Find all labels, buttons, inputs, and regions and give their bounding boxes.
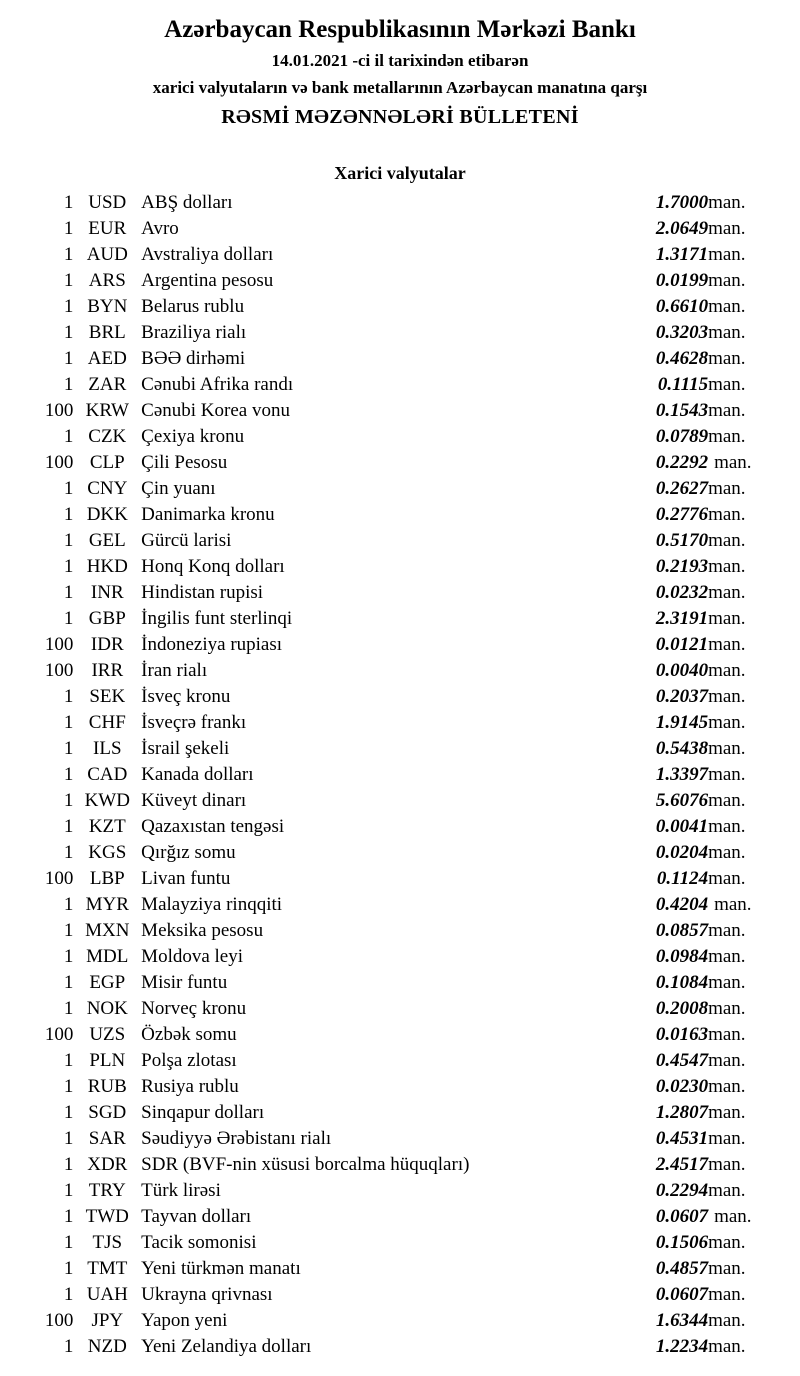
currency-name: Səudiyyə Ərəbistanı rialı xyxy=(141,1127,332,1149)
currency-rate: 0.0607 xyxy=(655,1205,709,1227)
currency-name: Polşa zlotası xyxy=(141,1049,237,1071)
currency-code: MDL xyxy=(86,945,129,967)
table-row xyxy=(20,762,780,788)
currency-name: Braziliya rialı xyxy=(141,321,247,343)
table-row xyxy=(20,710,780,736)
currency-rate: 0.4628 xyxy=(655,347,709,369)
currency-quantity: 1 xyxy=(63,815,74,837)
table-row xyxy=(20,970,780,996)
effective-date-line: 14.01.2021 -ci il tarixindən etibarən xyxy=(271,50,529,70)
table-row xyxy=(20,684,780,710)
table-row xyxy=(20,346,780,372)
currency-quantity: 100 xyxy=(44,659,74,681)
currency-unit-label: man. xyxy=(708,1049,746,1071)
currency-unit-label: man. xyxy=(708,1257,746,1279)
table-row xyxy=(20,606,780,632)
currency-quantity: 100 xyxy=(44,633,74,655)
currency-code: GBP xyxy=(88,607,126,629)
currency-quantity: 1 xyxy=(63,1335,74,1357)
currency-rate: 0.5438 xyxy=(655,737,709,759)
currency-rate: 0.0040 xyxy=(655,659,709,681)
currency-code: CHF xyxy=(88,711,126,733)
currency-rate: 0.0041 xyxy=(655,815,709,837)
currency-quantity: 1 xyxy=(63,243,74,265)
currency-name: Sinqapur dolları xyxy=(141,1101,265,1123)
table-row xyxy=(20,996,780,1022)
currency-unit-label: man. xyxy=(708,1127,746,1149)
currency-unit-label: man. xyxy=(708,1335,746,1357)
currency-quantity: 1 xyxy=(63,321,74,343)
currency-code: JPY xyxy=(91,1309,124,1331)
currency-quantity: 1 xyxy=(63,997,74,1019)
currency-code: BYN xyxy=(87,295,128,317)
table-row xyxy=(20,320,780,346)
currency-unit-label: man. xyxy=(708,945,746,967)
table-row xyxy=(20,502,780,528)
currency-code: MYR xyxy=(85,893,129,915)
currency-quantity: 100 xyxy=(44,451,74,473)
currency-name: Meksika pesosu xyxy=(141,919,264,941)
currency-unit-label: man. xyxy=(714,893,752,915)
table-row xyxy=(20,840,780,866)
currency-unit-label: man. xyxy=(708,997,746,1019)
table-row xyxy=(20,242,780,268)
currency-name: Avro xyxy=(141,217,179,239)
currency-rate: 0.1124 xyxy=(656,867,709,889)
currency-quantity: 1 xyxy=(63,529,74,551)
currency-name: Qırğız somu xyxy=(141,841,236,863)
currency-name: İsveçrə frankı xyxy=(141,711,247,733)
table-row xyxy=(20,736,780,762)
currency-unit-label: man. xyxy=(708,1309,746,1331)
currency-unit-label: man. xyxy=(708,555,746,577)
table-row xyxy=(20,190,780,216)
currency-rate: 0.2193 xyxy=(655,555,709,577)
currency-name: Danimarka kronu xyxy=(141,503,275,525)
table-row xyxy=(20,476,780,502)
currency-rate: 1.6344 xyxy=(655,1309,709,1331)
currency-unit-label: man. xyxy=(708,243,746,265)
table-row xyxy=(20,1048,780,1074)
currency-rate: 0.1115 xyxy=(657,373,709,395)
currency-unit-label: man. xyxy=(708,529,746,551)
currency-quantity: 1 xyxy=(63,581,74,603)
currency-quantity: 1 xyxy=(63,425,74,447)
table-row xyxy=(20,1308,780,1334)
currency-unit-label: man. xyxy=(708,763,746,785)
currency-quantity: 1 xyxy=(63,893,74,915)
currency-rate: 0.1506 xyxy=(655,1231,709,1253)
table-row xyxy=(20,268,780,294)
currency-rate: 1.2807 xyxy=(655,1101,709,1123)
currency-rate: 0.1543 xyxy=(655,399,709,421)
currency-unit-label: man. xyxy=(708,373,746,395)
currency-unit-label: man. xyxy=(708,867,746,889)
currency-code: CAD xyxy=(87,763,128,785)
currency-name: İsrail şekeli xyxy=(141,737,230,759)
currency-quantity: 1 xyxy=(63,503,74,525)
currency-code: TJS xyxy=(92,1231,123,1253)
currency-unit-label: man. xyxy=(708,685,746,707)
currency-code: RUB xyxy=(87,1075,127,1097)
table-row xyxy=(20,1256,780,1282)
currency-code: BRL xyxy=(88,321,126,343)
currency-rate: 0.0199 xyxy=(655,269,709,291)
currency-rate: 0.0984 xyxy=(655,945,709,967)
currency-rate: 2.4517 xyxy=(655,1153,709,1175)
table-row xyxy=(20,866,780,892)
currency-unit-label: man. xyxy=(708,607,746,629)
currency-name: ABŞ dolları xyxy=(141,191,233,213)
currency-quantity: 1 xyxy=(63,1153,74,1175)
currency-rate: 0.4857 xyxy=(655,1257,709,1279)
currency-code: CZK xyxy=(88,425,127,447)
currency-name: SDR (BVF-nin xüsusi borcalma hüquqları) xyxy=(141,1153,470,1175)
currency-code: IRR xyxy=(91,659,124,681)
table-row xyxy=(20,944,780,970)
currency-rate: 0.2292 xyxy=(655,451,709,473)
currency-quantity: 1 xyxy=(63,1075,74,1097)
currency-rate: 0.1084 xyxy=(655,971,709,993)
table-row xyxy=(20,1204,780,1230)
currency-name: Belarus rublu xyxy=(141,295,245,317)
currency-quantity: 1 xyxy=(63,711,74,733)
currency-rate: 1.2234 xyxy=(655,1335,709,1357)
currency-quantity: 1 xyxy=(63,763,74,785)
currency-unit-label: man. xyxy=(708,659,746,681)
currency-quantity: 1 xyxy=(63,269,74,291)
table-row xyxy=(20,372,780,398)
currency-name: İndoneziya rupiası xyxy=(141,633,283,655)
currency-unit-label: man. xyxy=(708,815,746,837)
currency-code: LBP xyxy=(89,867,125,889)
currency-unit-label: man. xyxy=(708,1101,746,1123)
currency-code: AUD xyxy=(86,243,128,265)
currency-code: KZT xyxy=(88,815,126,837)
table-row xyxy=(20,892,780,918)
currency-quantity: 1 xyxy=(63,217,74,239)
currency-name: İran rialı xyxy=(141,659,208,681)
currency-code: TWD xyxy=(85,1205,129,1227)
currency-rate: 0.6610 xyxy=(655,295,709,317)
currency-rate: 0.2776 xyxy=(655,503,709,525)
currency-unit-label: man. xyxy=(708,503,746,525)
currency-rate: 0.0232 xyxy=(655,581,709,603)
currency-code: SGD xyxy=(88,1101,127,1123)
currency-quantity: 100 xyxy=(44,399,74,421)
currency-rate: 0.2627 xyxy=(655,477,709,499)
currency-quantity: 1 xyxy=(63,1127,74,1149)
currency-name: Yeni türkmən manatı xyxy=(141,1257,301,1279)
currency-quantity: 100 xyxy=(44,1023,74,1045)
table-row xyxy=(20,1334,780,1360)
currency-code: TRY xyxy=(88,1179,126,1201)
currency-name: Gürcü larisi xyxy=(141,529,232,551)
currency-quantity: 1 xyxy=(63,477,74,499)
currency-unit-label: man. xyxy=(708,737,746,759)
currency-quantity: 1 xyxy=(63,685,74,707)
currency-rate: 0.0789 xyxy=(655,425,709,447)
currency-code: HKD xyxy=(86,555,128,577)
currency-code: EUR xyxy=(88,217,127,239)
currency-rate: 0.4204 xyxy=(655,893,709,915)
currency-name: İngilis funt sterlinqi xyxy=(141,607,293,629)
currency-name: Yeni Zelandiya dolları xyxy=(141,1335,312,1357)
currency-unit-label: man. xyxy=(708,971,746,993)
currency-quantity: 1 xyxy=(63,789,74,811)
currency-code: CNY xyxy=(87,477,128,499)
currency-unit-label: man. xyxy=(708,399,746,421)
currency-code: UAH xyxy=(86,1283,128,1305)
currency-unit-label: man. xyxy=(708,633,746,655)
currency-rate: 0.0230 xyxy=(655,1075,709,1097)
currency-name: Tayvan dolları xyxy=(141,1205,252,1227)
currency-quantity: 1 xyxy=(63,373,74,395)
currency-unit-label: man. xyxy=(708,919,746,941)
currency-unit-label: man. xyxy=(708,1153,746,1175)
currency-code: ZAR xyxy=(88,373,127,395)
currency-unit-label: man. xyxy=(708,217,746,239)
currency-code: EGP xyxy=(89,971,126,993)
currency-rate: 0.2008 xyxy=(655,997,709,1019)
currency-rate: 5.6076 xyxy=(655,789,709,811)
currency-name: Kanada dolları xyxy=(141,763,254,785)
currency-quantity: 1 xyxy=(63,347,74,369)
currency-unit-label: man. xyxy=(708,711,746,733)
currency-rate: 0.4531 xyxy=(655,1127,709,1149)
currency-name: Honq Konq dolları xyxy=(141,555,285,577)
currency-name: Özbək somu xyxy=(141,1023,237,1045)
currency-quantity: 1 xyxy=(63,945,74,967)
table-row xyxy=(20,1282,780,1308)
table-row xyxy=(20,1074,780,1100)
bulletin-title: RƏSMİ MƏZƏNNƏLƏRİ BÜLLETENİ xyxy=(221,105,579,128)
currency-name: Cənubi Korea vonu xyxy=(141,399,290,421)
table-row xyxy=(20,216,780,242)
currency-name: Çexiya kronu xyxy=(141,425,245,447)
currency-name: Ukrayna qrivnası xyxy=(141,1283,273,1305)
currency-name: Cənubi Afrika randı xyxy=(141,373,294,395)
currency-name: Malayziya rinqqiti xyxy=(141,893,283,915)
currency-quantity: 1 xyxy=(63,1257,74,1279)
currency-rate: 1.3171 xyxy=(655,243,709,265)
currency-code: KGS xyxy=(88,841,127,863)
currency-rate: 0.0204 xyxy=(655,841,709,863)
currency-unit-label: man. xyxy=(708,789,746,811)
currency-name: Norveç kronu xyxy=(141,997,247,1019)
table-row xyxy=(20,1152,780,1178)
currency-unit-label: man. xyxy=(708,841,746,863)
currency-name: İsveç kronu xyxy=(141,685,231,707)
currency-code: UZS xyxy=(89,1023,126,1045)
currency-code: IDR xyxy=(90,633,124,655)
currency-quantity: 1 xyxy=(63,971,74,993)
table-row xyxy=(20,1100,780,1126)
currency-unit-label: man. xyxy=(708,1179,746,1201)
currency-quantity: 1 xyxy=(63,841,74,863)
currency-quantity: 1 xyxy=(63,295,74,317)
bank-name: Azərbaycan Respublikasının Mərkəzi Bankı xyxy=(164,16,636,43)
currency-name: Çin yuanı xyxy=(141,477,216,499)
currency-name: Rusiya rublu xyxy=(141,1075,239,1097)
currency-rate: 0.2294 xyxy=(655,1179,709,1201)
currency-name: Livan funtu xyxy=(141,867,231,889)
currency-unit-label: man. xyxy=(708,1075,746,1097)
currency-rate: 0.3203 xyxy=(655,321,709,343)
currency-rate: 0.0121 xyxy=(655,633,709,655)
table-row xyxy=(20,658,780,684)
table-row xyxy=(20,814,780,840)
table-row xyxy=(20,528,780,554)
currency-name: Hindistan rupisi xyxy=(141,581,264,603)
currency-rate: 1.3397 xyxy=(655,763,709,785)
currency-name: Tacik somonisi xyxy=(141,1231,257,1253)
table-row xyxy=(20,450,780,476)
currency-quantity: 1 xyxy=(63,1231,74,1253)
currency-rate: 0.5170 xyxy=(655,529,709,551)
currency-quantity: 1 xyxy=(63,1283,74,1305)
currency-quantity: 1 xyxy=(63,919,74,941)
currency-name: Moldova leyi xyxy=(141,945,244,967)
currency-code: XDR xyxy=(87,1153,128,1175)
currency-rate: 0.2037 xyxy=(655,685,709,707)
currency-name: Türk lirəsi xyxy=(141,1179,221,1201)
table-row xyxy=(20,294,780,320)
currency-code: TMT xyxy=(87,1257,128,1279)
exchange-rates-table xyxy=(20,190,780,1360)
currency-code: USD xyxy=(88,191,127,213)
currency-unit-label: man. xyxy=(708,269,746,291)
currency-code: SAR xyxy=(88,1127,126,1149)
currency-quantity: 1 xyxy=(63,1049,74,1071)
currency-unit-label: man. xyxy=(714,1205,752,1227)
currency-code: KRW xyxy=(85,399,129,421)
currency-quantity: 1 xyxy=(63,1101,74,1123)
currency-quantity: 1 xyxy=(63,555,74,577)
currency-unit-label: man. xyxy=(708,1023,746,1045)
currency-quantity: 100 xyxy=(44,867,74,889)
currency-rate: 1.7000 xyxy=(655,191,709,213)
currency-code: MXN xyxy=(85,919,130,941)
currency-code: INR xyxy=(90,581,124,603)
currency-unit-label: man. xyxy=(714,451,752,473)
currency-unit-label: man. xyxy=(708,1283,746,1305)
currency-unit-label: man. xyxy=(708,347,746,369)
currency-unit-label: man. xyxy=(708,477,746,499)
currency-quantity: 1 xyxy=(63,607,74,629)
subtitle-line: xarici valyutaların və bank metallarının Azərbaycan manatına qarşı xyxy=(152,77,648,97)
currency-unit-label: man. xyxy=(708,191,746,213)
currency-rate: 2.0649 xyxy=(655,217,709,239)
currency-unit-label: man. xyxy=(708,425,746,447)
table-row xyxy=(20,1230,780,1256)
currency-code: NOK xyxy=(86,997,128,1019)
currency-code: SEK xyxy=(89,685,126,707)
currency-rate: 0.0607 xyxy=(655,1283,709,1305)
table-row xyxy=(20,632,780,658)
table-row xyxy=(20,918,780,944)
currency-unit-label: man. xyxy=(708,321,746,343)
currency-code: ARS xyxy=(88,269,126,291)
currency-code: NZD xyxy=(87,1335,127,1357)
table-row xyxy=(20,1178,780,1204)
currency-name: Misir funtu xyxy=(141,971,228,993)
table-row xyxy=(20,398,780,424)
currency-quantity: 100 xyxy=(44,1309,74,1331)
currency-quantity: 1 xyxy=(63,1205,74,1227)
currency-unit-label: man. xyxy=(708,295,746,317)
currency-quantity: 1 xyxy=(63,737,74,759)
currency-unit-label: man. xyxy=(708,581,746,603)
currency-code: KWD xyxy=(84,789,130,811)
currency-code: DKK xyxy=(86,503,128,525)
currency-code: CLP xyxy=(89,451,125,473)
currency-code: GEL xyxy=(88,529,126,551)
table-row xyxy=(20,424,780,450)
currency-quantity: 1 xyxy=(63,191,74,213)
currency-unit-label: man. xyxy=(708,1231,746,1253)
currency-rate: 2.3191 xyxy=(655,607,709,629)
currency-name: Yapon yeni xyxy=(141,1309,228,1331)
currency-name: Qazaxıstan tengəsi xyxy=(141,815,285,837)
currency-rate: 0.0857 xyxy=(655,919,709,941)
currency-quantity: 1 xyxy=(63,1179,74,1201)
currency-name: BƏƏ dirhəmi xyxy=(141,347,246,369)
currency-rate: 0.0163 xyxy=(655,1023,709,1045)
currency-name: Argentina pesosu xyxy=(141,269,274,291)
currency-name: Küveyt dinarı xyxy=(141,789,247,811)
section-title-foreign-currencies: Xarici valyutalar xyxy=(334,162,466,183)
currency-rate: 0.4547 xyxy=(655,1049,709,1071)
currency-name: Çili Pesosu xyxy=(141,451,228,473)
table-row xyxy=(20,580,780,606)
currency-code: ILS xyxy=(93,737,122,759)
currency-code: AED xyxy=(87,347,127,369)
currency-name: Avstraliya dolları xyxy=(141,243,274,265)
table-row xyxy=(20,554,780,580)
currency-code: PLN xyxy=(89,1049,126,1071)
table-row xyxy=(20,1022,780,1048)
table-row xyxy=(20,788,780,814)
document-header xyxy=(0,16,800,129)
table-row xyxy=(20,1126,780,1152)
currency-rate: 1.9145 xyxy=(655,711,709,733)
